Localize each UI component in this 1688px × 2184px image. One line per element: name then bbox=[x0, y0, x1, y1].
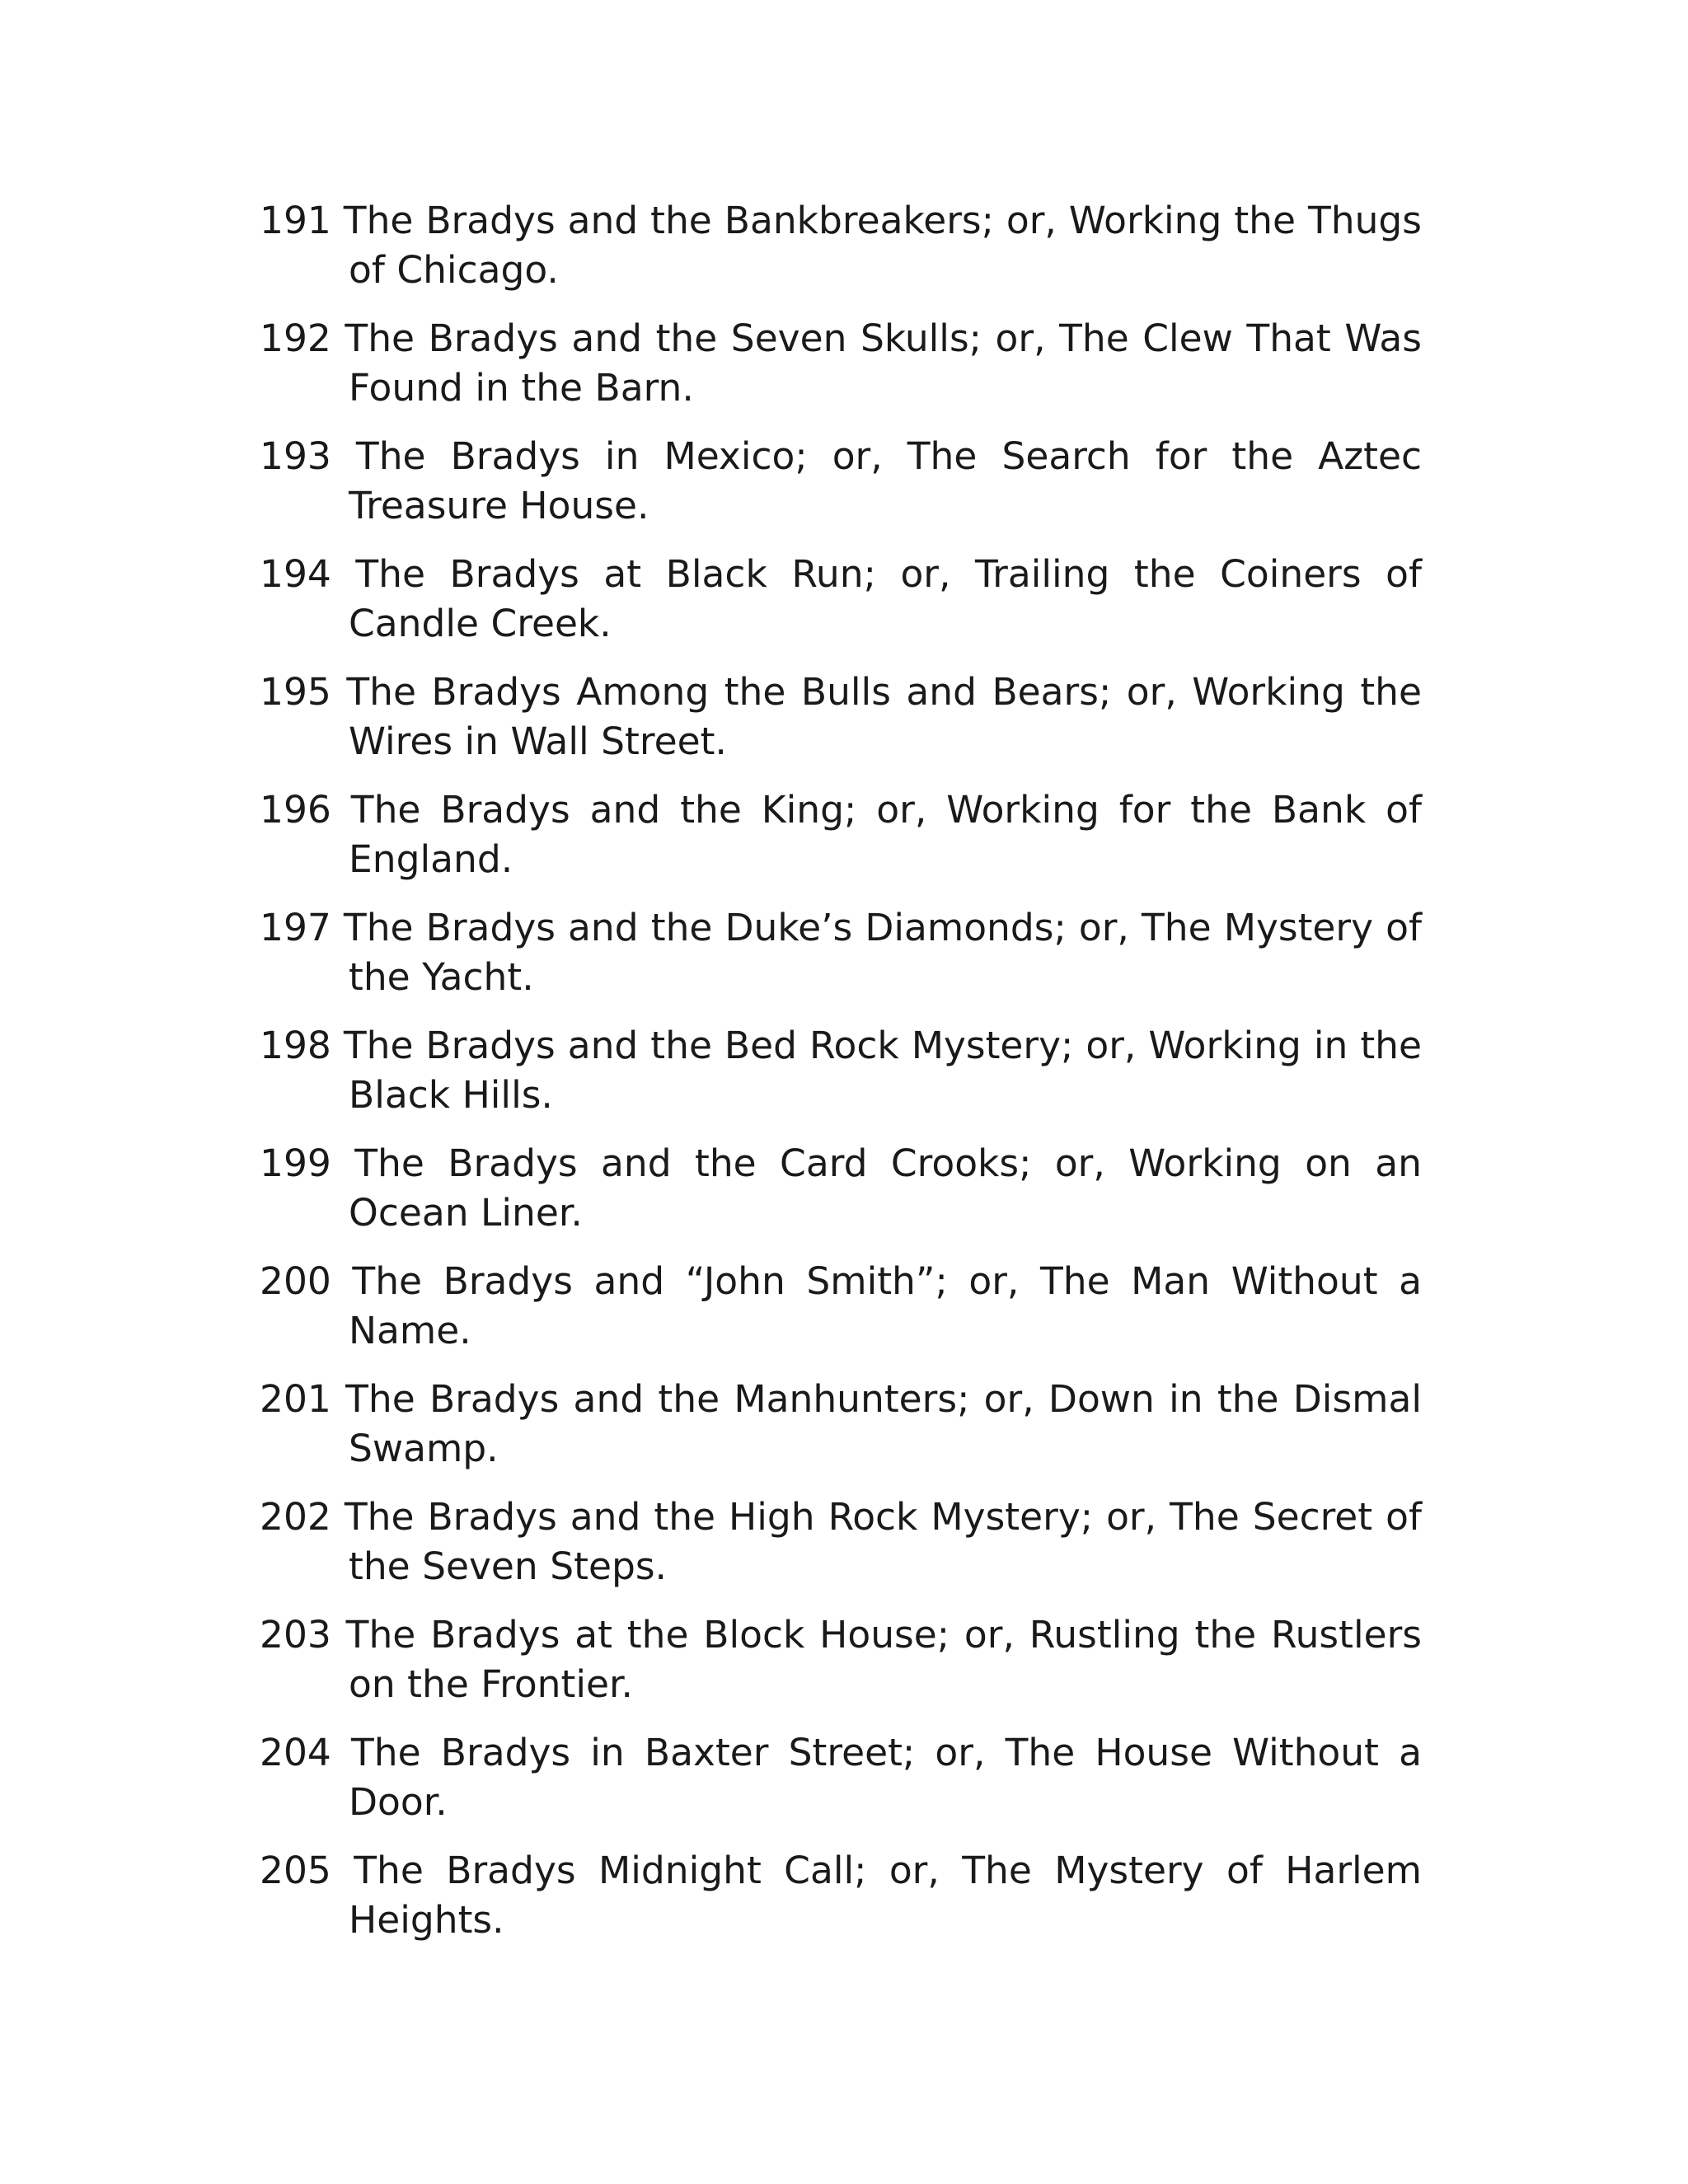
list-item: 203 The Bradys at the Block House; or, Rustling the Rustlers on the Frontier. bbox=[260, 1613, 1422, 1706]
list-item: 198 The Bradys and the Bed Rock Mystery; or, Working in the Black Hills. bbox=[260, 1024, 1422, 1117]
list-item: 204 The Bradys in Baxter Street; or, The House Without a Door. bbox=[260, 1731, 1422, 1824]
list-item: 197 The Bradys and the Duke’s Diamonds; or, The Mystery of the Yacht. bbox=[260, 906, 1422, 999]
list-item: 191 The Bradys and the Bankbreakers; or, Working the Thugs of Chicago. bbox=[260, 199, 1422, 292]
title-list bbox=[260, 196, 1422, 1964]
list-item: 195 The Bradys Among the Bulls and Bears; or, Working the Wires in Wall Street. bbox=[260, 670, 1422, 763]
list-item: 194 The Bradys at Black Run; or, Trailing the Coiners of Candle Creek. bbox=[260, 552, 1422, 645]
list-item: 192 The Bradys and the Seven Skulls; or, The Clew That Was Found in the Barn. bbox=[260, 316, 1422, 410]
list-item: 205 The Bradys Midnight Call; or, The Mystery of Harlem Heights. bbox=[260, 1849, 1422, 1942]
list-item: 200 The Bradys and “John Smith”; or, The Man Without a Name. bbox=[260, 1259, 1422, 1352]
list-item: 193 The Bradys in Mexico; or, The Search for the Aztec Treasure House. bbox=[260, 434, 1422, 527]
list-item: 201 The Bradys and the Manhunters; or, Down in the Dismal Swamp. bbox=[260, 1377, 1422, 1470]
list-item: 202 The Bradys and the High Rock Mystery; or, The Secret of the Seven Steps. bbox=[260, 1495, 1422, 1588]
list-item: 196 The Bradys and the King; or, Working for the Bank of England. bbox=[260, 788, 1422, 881]
list-item: 199 The Bradys and the Card Crooks; or, Working on an Ocean Liner. bbox=[260, 1141, 1422, 1235]
